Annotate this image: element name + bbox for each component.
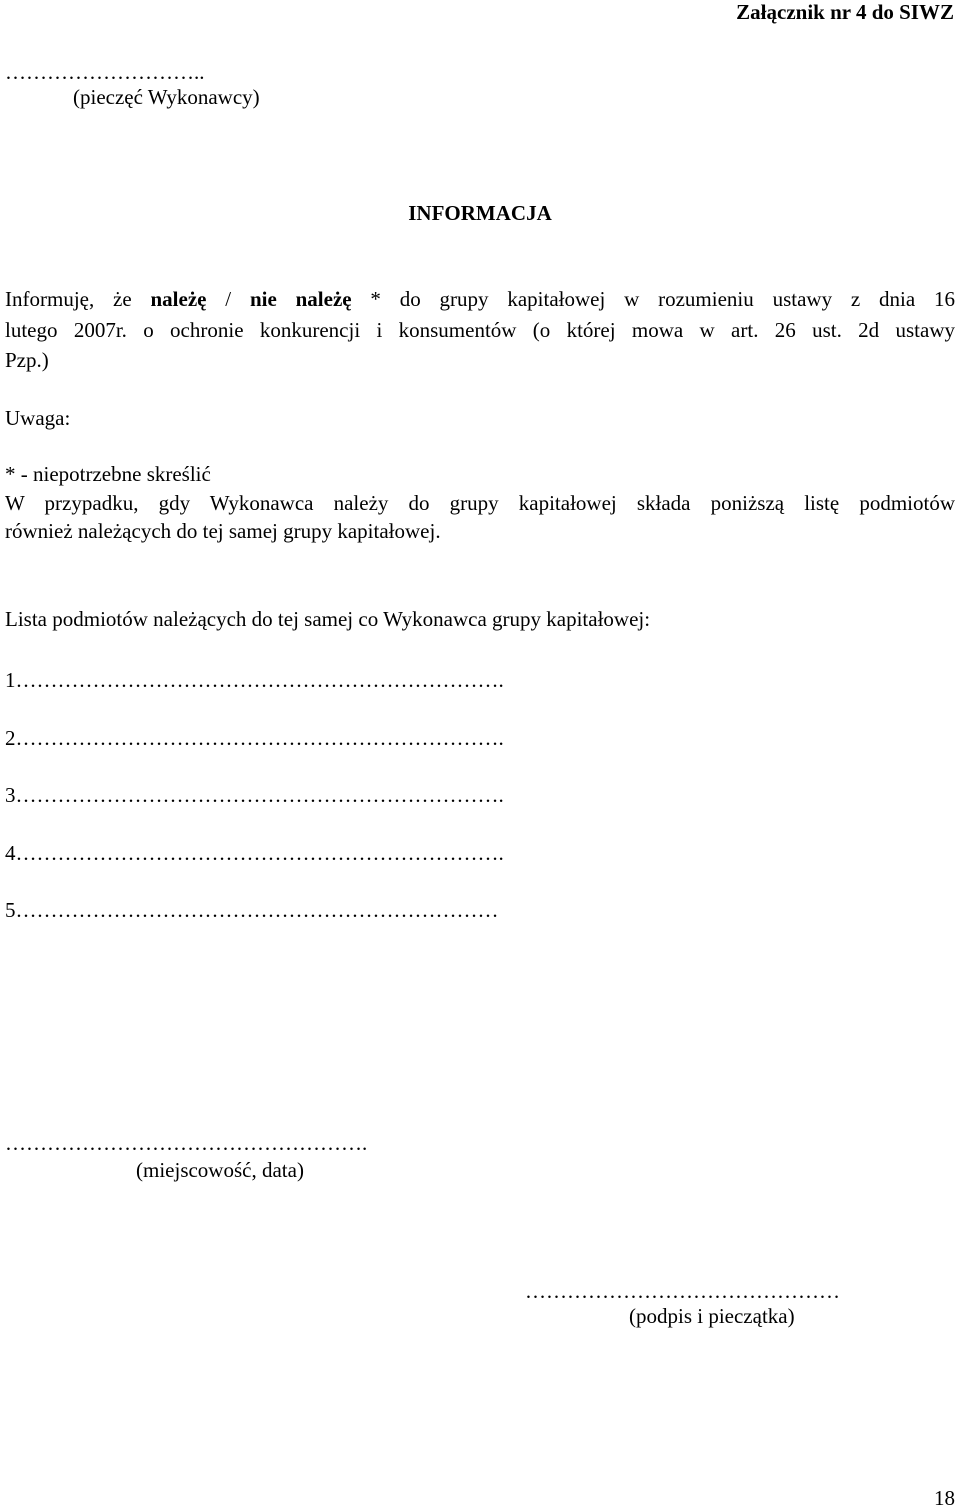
list-item-3: 3……………………………………………………………. xyxy=(5,783,504,807)
list-item-5: 5…………………………………………………………… xyxy=(5,898,499,922)
signature-dots: ……………………………………… xyxy=(525,1279,840,1303)
list-item-1: 1……………………………………………………………. xyxy=(5,668,504,692)
attachment-label: Załącznik nr 4 do SIWZ xyxy=(736,0,954,24)
note-heading: Uwaga: xyxy=(5,406,71,430)
signature-label: (podpis i pieczątka) xyxy=(629,1304,795,1328)
place-date-label: (miejscowość, data) xyxy=(136,1158,304,1182)
note-line-2: również należących do tej samej grupy kapitałowej. xyxy=(5,519,441,543)
option-belong: należę xyxy=(150,287,207,311)
list-item-2: 2……………………………………………………………. xyxy=(5,726,504,750)
statement-text-1: Informuję, że xyxy=(5,287,151,311)
place-date-dots: ……………………………………………. xyxy=(5,1131,368,1155)
note-asterisk: * - niepotrzebne skreślić xyxy=(5,462,211,486)
note-line-1: W przypadku, gdy Wykonawca należy do grupy kapitałowej składa poniższą listę podmiotów xyxy=(5,491,955,515)
statement-line-2: lutego 2007r. o ochronie konkurencji i konsumentów (o której mowa w art. 26 ust. 2d ustawy xyxy=(5,318,955,342)
option-not-belong: nie należę xyxy=(249,287,352,311)
stamp-label: (pieczęć Wykonawcy) xyxy=(73,85,260,109)
statement-text-2: * do grupy kapitałowej w rozumieniu ustawy z dnia 16 xyxy=(351,287,955,311)
list-item-4: 4……………………………………………………………. xyxy=(5,841,504,865)
option-separator: / xyxy=(206,287,250,311)
statement-line-3: Pzp.) xyxy=(5,348,49,372)
stamp-dots: ……………………….. xyxy=(5,60,205,84)
document-title: INFORMACJA xyxy=(408,201,552,225)
page-number: 18 xyxy=(934,1486,955,1510)
statement-line-1 xyxy=(5,287,955,312)
list-heading: Lista podmiotów należących do tej samej co Wykonawca grupy kapitałowej: xyxy=(5,607,651,631)
